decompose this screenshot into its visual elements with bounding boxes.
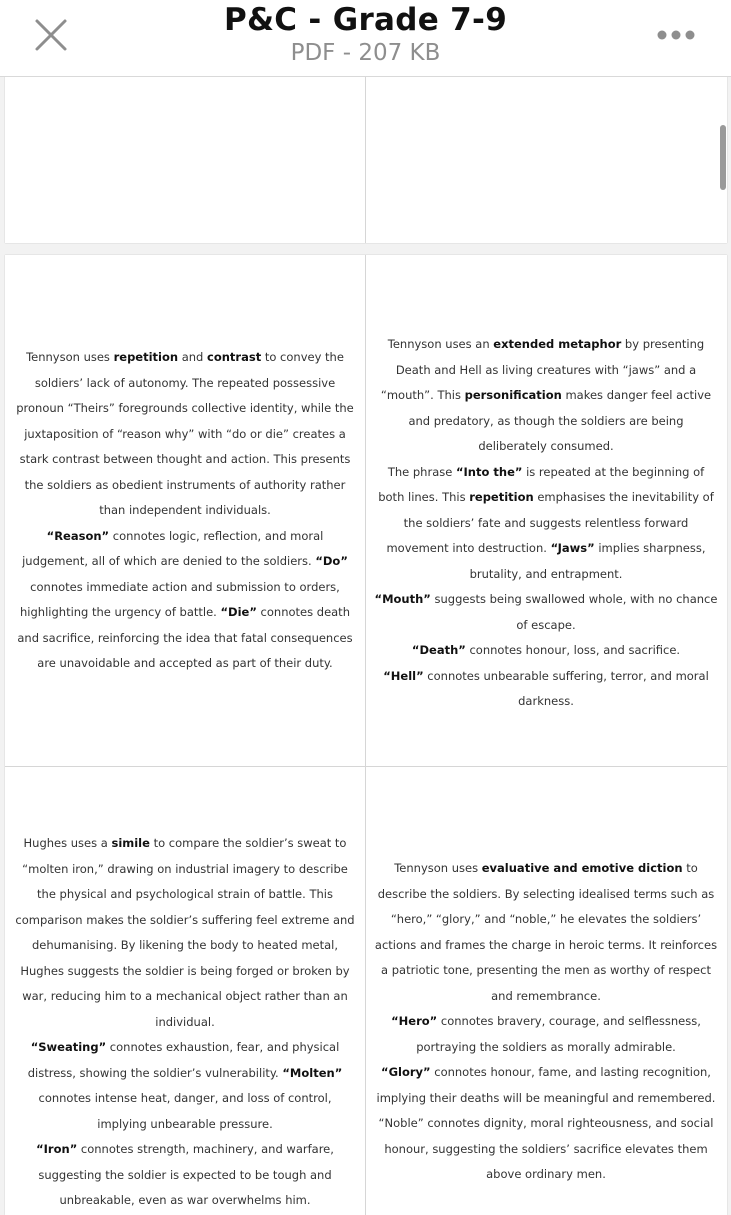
body-text: and — [178, 350, 208, 364]
body-text: “Noble” — [378, 1116, 424, 1130]
key-term: extended metaphor — [493, 337, 622, 351]
key-term: “Hell” — [383, 668, 424, 683]
table-divider — [365, 76, 366, 243]
analysis-paragraph — [373, 1009, 719, 1060]
key-term: “Molten” — [282, 1065, 343, 1080]
analysis-paragraph — [373, 638, 719, 664]
body-text: implies sharpness, brutality, and entrapment. — [469, 541, 706, 581]
analysis-cell-charge-reason — [13, 345, 357, 677]
body-text: Hughes uses a — [23, 836, 112, 850]
key-term: “Into the” — [455, 464, 523, 479]
key-term: “Jaws” — [550, 541, 595, 555]
analysis-paragraph — [373, 856, 719, 1009]
body-text: connotes strength, machinery, and warfare, suggesting the soldier is expected to be tough and unbreakable, even as war overwhelms him. — [38, 1142, 334, 1207]
key-term: simile — [111, 836, 150, 850]
body-text: to describe the soldiers. By selecting idealised terms such as “hero,” “glory,” and “noble,” he elevates the soldiers’ actions and frames the charge in heroic terms. It reinforces a patriotic tone, presenting the men as worthy of respect and remembrance. — [374, 861, 718, 1003]
analysis-paragraph — [373, 460, 719, 588]
analysis-paragraph — [13, 524, 357, 677]
table-divider — [365, 255, 366, 1215]
analysis-paragraph — [13, 1137, 357, 1214]
analysis-cell-molten-iron — [13, 831, 357, 1214]
analysis-paragraph — [373, 587, 719, 638]
body-text: connotes honour, loss, and sacrifice. — [465, 643, 681, 657]
body-text: connotes death and sacrifice, reinforcing the idea that fatal consequences are unavoidable and accepted as part of their duty. — [17, 605, 353, 670]
body-text: connotes bravery, courage, and selflessness, portraying the soldiers as morally admirable. — [416, 1014, 701, 1054]
analysis-paragraph — [13, 831, 357, 1035]
body-text: connotes honour, fame, and lasting recognition, implying their deaths will be meaningful and remembered. — [376, 1065, 716, 1105]
body-text: connotes dignity, moral righteousness, and social honour, suggesting the soldiers’ sacrifice elevates them above ordinary men. — [384, 1116, 714, 1181]
analysis-paragraph — [373, 664, 719, 715]
key-term: contrast — [207, 350, 262, 364]
body-text: to convey the soldiers’ lack of autonomy. The repeated possessive pronoun “Theirs” foregrounds collective identity, while the juxtaposition of “reason why” with “do or die” creates a stark contrast between thought and action. This presents the soldiers as obedient instruments of authority rather than independent individuals. — [16, 350, 354, 517]
key-term: “Iron” — [36, 1142, 78, 1156]
analysis-paragraph — [373, 332, 719, 460]
key-term: repetition — [113, 350, 179, 364]
key-term: “Mouth” — [374, 592, 431, 606]
key-term: “Reason” — [46, 528, 110, 543]
body-text: connotes immediate action and submission to orders, highlighting the urgency of battle. — [20, 579, 340, 619]
document-subtitle: PDF - 207 KB — [290, 40, 441, 66]
body-text: emphasises the inevitability of the soldiers’ fate and suggests relentless forward movement into destruction. — [386, 490, 714, 555]
key-term: “Die” — [220, 605, 257, 619]
body-text: Tennyson uses — [26, 350, 114, 364]
body-text: Tennyson uses an — [387, 337, 494, 351]
body-text: makes danger feel active and predatory, as though the soldiers are being deliberately consumed. — [408, 388, 712, 453]
viewer-header — [0, 0, 731, 77]
body-text: to compare the soldier’s sweat to “molten iron,” drawing on industrial imagery to describe the physical and psychological strain of battle. This comparison makes the soldier’s suffering feel extreme and dehumanising. By likening the body to heated metal, Hughes suggests the soldier is being forged or broken by war, reducing him to a mechanical object rather than an individual. — [15, 836, 355, 1029]
analysis-paragraph — [13, 345, 357, 524]
body-text: The phrase — [387, 464, 456, 479]
analysis-paragraph — [373, 1111, 719, 1188]
key-term: evaluative and emotive diction — [481, 861, 683, 875]
body-text: connotes logic, reflection, and moral judgement, all of which are denied to the soldiers. — [22, 528, 324, 568]
key-term: “Sweating” — [30, 1040, 107, 1054]
analysis-paragraph — [13, 1035, 357, 1137]
key-term: “Hero” — [391, 1014, 438, 1028]
analysis-paragraph — [373, 1060, 719, 1111]
body-text: connotes intense heat, danger, and loss of control, implying unbearable pressure. — [38, 1091, 332, 1131]
pdf-page-previous — [5, 76, 727, 243]
key-term: “Do” — [315, 554, 348, 568]
key-term: “Death” — [411, 643, 466, 657]
document-title: P&C - Grade 7-9 — [223, 2, 508, 38]
more-options-icon[interactable] — [650, 18, 704, 52]
body-text: suggests being swallowed whole, with no chance of escape. — [430, 592, 718, 632]
pdf-page-current — [5, 255, 727, 1215]
key-term: personification — [464, 388, 562, 402]
body-text: Tennyson uses — [394, 861, 482, 875]
analysis-cell-jaws-of-death — [373, 332, 719, 715]
scrollbar-thumb[interactable] — [720, 125, 726, 190]
body-text: is repeated at the beginning of both lines. This — [378, 464, 705, 504]
analysis-cell-emotive-diction — [373, 856, 719, 1188]
body-text: connotes unbearable suffering, terror, and moral darkness. — [423, 668, 709, 708]
key-term: repetition — [469, 490, 534, 504]
table-divider — [5, 766, 727, 767]
key-term: “Glory” — [381, 1065, 431, 1079]
body-text: connotes exhaustion, fear, and physical distress, showing the soldier’s vulnerability. — [27, 1040, 340, 1080]
body-text: by presenting Death and Hell as living creatures with “jaws” and a “mouth”. This — [380, 337, 705, 402]
